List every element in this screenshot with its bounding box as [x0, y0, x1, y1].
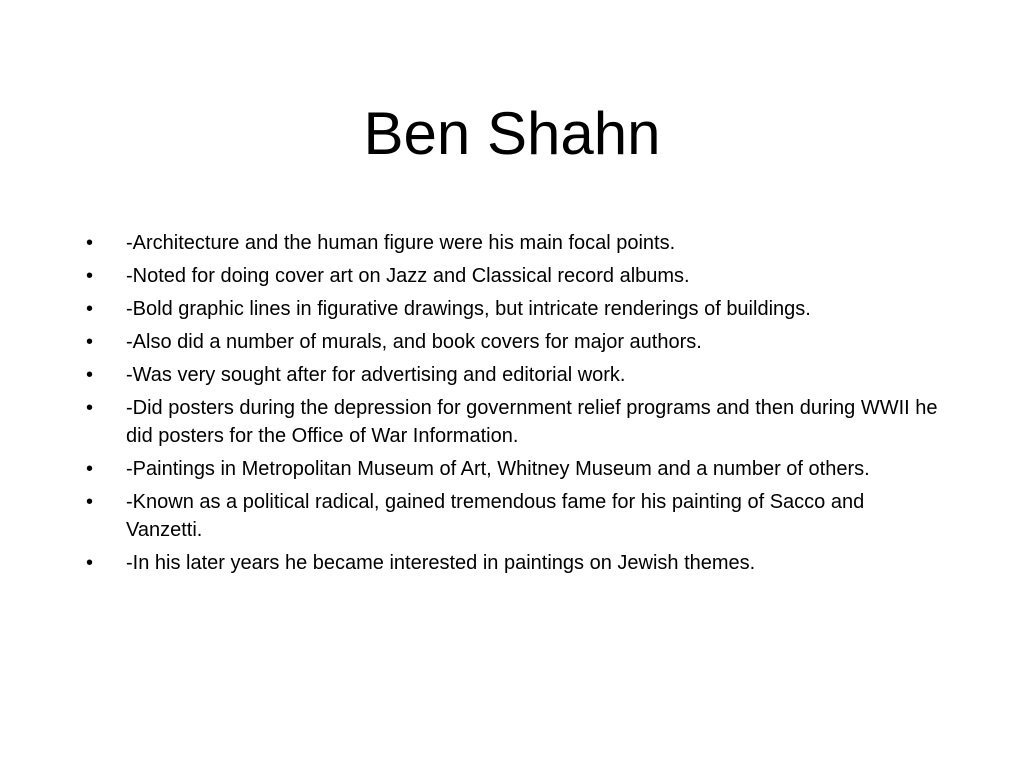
bullet-text: -Also did a number of murals, and book covers for major authors. [126, 331, 702, 353]
bullet-list [86, 229, 946, 582]
bullet-item [86, 394, 946, 450]
bullet-item [86, 361, 946, 389]
bullet-text: -Bold graphic lines in figurative drawings, but intricate renderings of buildings. [126, 298, 811, 320]
slide-title: Ben Shahn [363, 100, 661, 167]
bullet-text: -Paintings in Metropolitan Museum of Art, Whitney Museum and a number of others. [126, 458, 870, 480]
bullet-point-icon: • [86, 552, 94, 574]
bullet-point-icon: • [86, 331, 94, 353]
bullet-point-icon: • [86, 232, 94, 254]
bullet-point-icon: • [86, 298, 94, 320]
bullet-point-icon: • [86, 265, 94, 287]
bullet-text: -Architecture and the human figure were his main focal points. [126, 232, 676, 254]
bullet-item [86, 488, 946, 544]
bullet-text: -Noted for doing cover art on Jazz and Classical record albums. [126, 265, 690, 287]
bullet-item [86, 328, 946, 356]
bullet-item [86, 262, 946, 290]
bullet-point-icon: • [86, 458, 94, 480]
bullet-text: -In his later years he became interested in paintings on Jewish themes. [126, 552, 756, 574]
bullet-item [86, 455, 946, 483]
bullet-point-icon: • [86, 491, 94, 513]
bullet-item [86, 549, 946, 577]
bullet-text: -Did posters during the depression for government relief programs and then during WWII he did posters for the Office of War Information. [126, 397, 938, 447]
bullet-item [86, 229, 946, 257]
bullet-item [86, 295, 946, 323]
bullet-text: -Known as a political radical, gained tremendous fame for his painting of Sacco and Vanzetti. [126, 491, 865, 541]
bullet-point-icon: • [86, 364, 94, 386]
bullet-point-icon: • [86, 397, 94, 419]
bullet-text: -Was very sought after for advertising and editorial work. [126, 364, 626, 386]
